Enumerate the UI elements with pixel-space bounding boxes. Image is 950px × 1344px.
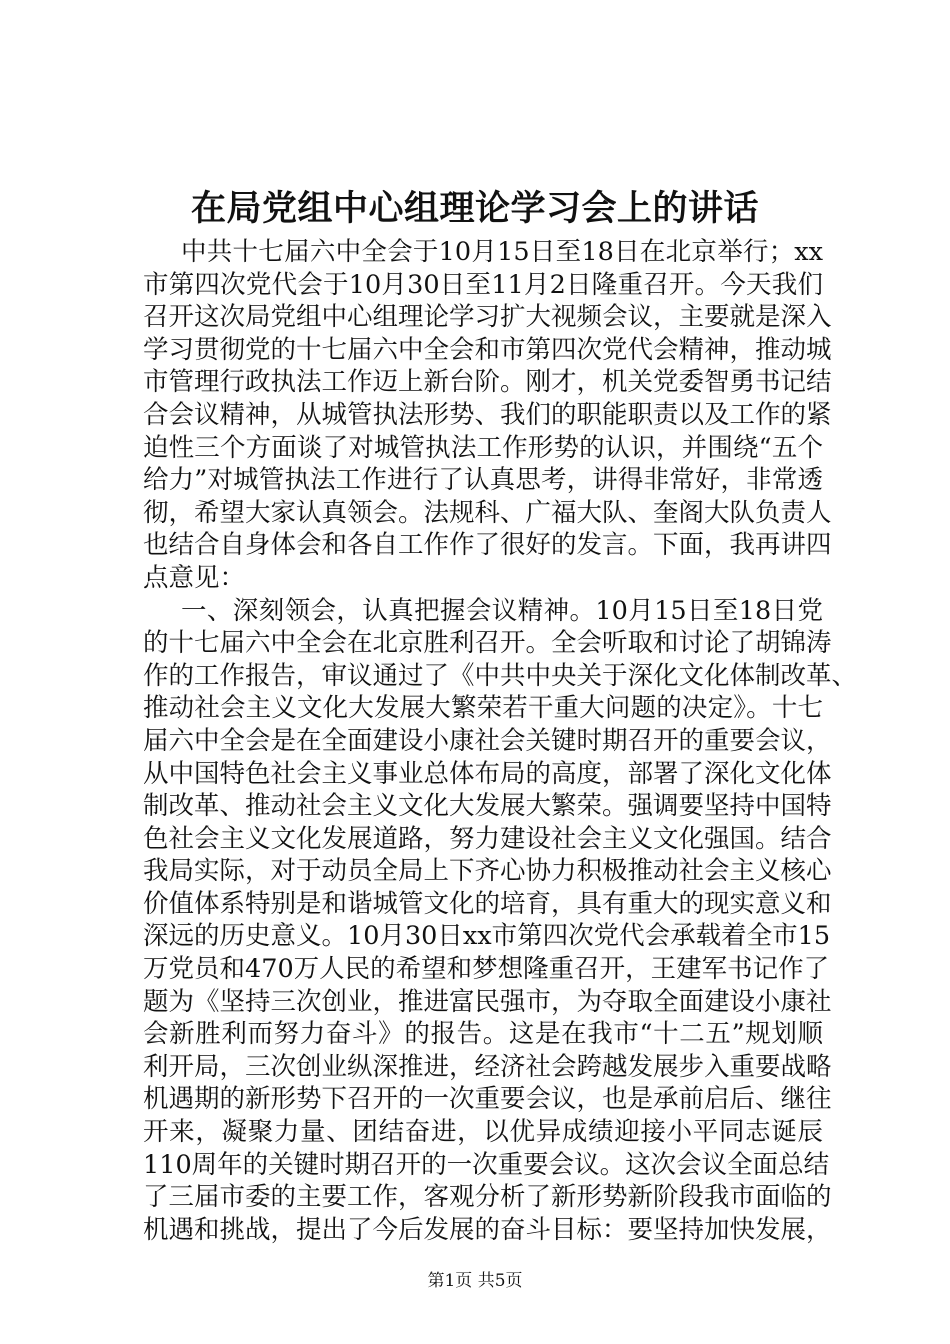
paragraph-line: 利开局，三次创业纵深推进，经济社会跨越发展步入重要战略: [143, 1051, 832, 1082]
paragraph-line: 推动社会主义文化大发展大繁荣若干重大问题的决定》。十七: [143, 693, 823, 724]
paragraph-line: 我局实际，对于动员全局上下齐心协力积极推动社会主义核心: [143, 856, 832, 887]
paragraph-line: 迫性三个方面谈了对城管执法工作形势的认识，并围绕“五个: [143, 432, 823, 463]
paragraph-line: 市管理行政执法工作迈上新台阶。刚才，机关党委智勇书记结: [143, 367, 832, 398]
paragraph-line: 深远的历史意义。10月30日xx市第四次党代会承载着全市15: [143, 921, 831, 952]
paragraph-line: 题为《坚持三次创业，推进富民强市，为夺取全面建设小康社: [143, 986, 832, 1017]
paragraph-line: 届六中全会是在全面建设小康社会关键时期召开的重要会议，: [143, 725, 832, 756]
paragraph-line: 作的工作报告，审议通过了《中共中央关于深化文化体制改革、: [143, 660, 858, 691]
paragraph-line: 机遇期的新形势下召开的一次重要会议，也是承前启后、继往: [143, 1084, 832, 1115]
paragraph-line: 开来，凝聚力量、团结奋进，以优异成绩迎接小平同志诞辰: [143, 1117, 823, 1148]
paragraph-line: 给力”对城管执法工作进行了认真思考，讲得非常好，非常透: [143, 465, 823, 496]
paragraph-line: 的十七届六中全会在北京胜利召开。全会听取和讨论了胡锦涛: [143, 628, 832, 659]
paragraph-line: 价值体系特别是和谐城管文化的培育，具有重大的现实意义和: [143, 888, 832, 919]
paragraph: [143, 236, 832, 595]
paragraph-line: 合会议精神，从城管执法形势、我们的职能职责以及工作的紧: [143, 399, 832, 430]
document-title: 在局党组中心组理论学习会上的讲话: [190, 188, 759, 229]
paragraph-line: 制改革、推动社会主义文化大发展大繁荣。强调要坚持中国特: [143, 791, 832, 822]
paragraph-line: 万党员和470万人民的希望和梦想隆重召开，王建军书记作了: [143, 954, 830, 985]
paragraph-line: 市第四次党代会于10月30日至11月2日隆重召开。今天我们: [143, 269, 823, 300]
paragraph-line: 色社会主义文化发展道路，努力建设社会主义文化强国。结合: [143, 823, 832, 854]
paragraph-line: 了三届市委的主要工作，客观分析了新形势新阶段我市面临的: [143, 1182, 832, 1213]
paragraph-line: 一、深刻领会，认真把握会议精神。10月15日至18日党: [181, 595, 823, 626]
paragraph-line: 中共十七届六中全会于10月15日至18日在北京举行；xx: [181, 237, 823, 267]
paragraph-line: 从中国特色社会主义事业总体布局的高度，部署了深化文化体: [143, 758, 832, 789]
paragraph-line: 召开这次局党组中心组理论学习扩大视频会议，主要就是深入: [143, 302, 832, 333]
paragraph-line: 学习贯彻党的十七届六中全会和市第四次党代会精神，推动城: [143, 334, 832, 365]
paragraph-line: 机遇和挑战，提出了今后发展的奋斗目标：要坚持加快发展，: [143, 1214, 832, 1245]
page-number-footer: 第1页 共5页: [427, 1271, 523, 1291]
paragraph: [143, 595, 858, 1247]
paragraph-line: 点意见：: [143, 562, 246, 593]
paragraph-line: 110周年的关键时期召开的一次重要会议。这次会议全面总结: [143, 1149, 830, 1180]
document-body: [143, 236, 858, 1246]
paragraph-line: 彻，希望大家认真领会。法规科、广福大队、奎阁大队负责人: [143, 497, 832, 528]
paragraph-line: 会新胜利而努力奋斗》的报告。这是在我市“十二五”规划顺: [143, 1019, 823, 1050]
paragraph-line: 也结合自身体会和各自工作作了很好的发言。下面，我再讲四: [143, 530, 832, 561]
